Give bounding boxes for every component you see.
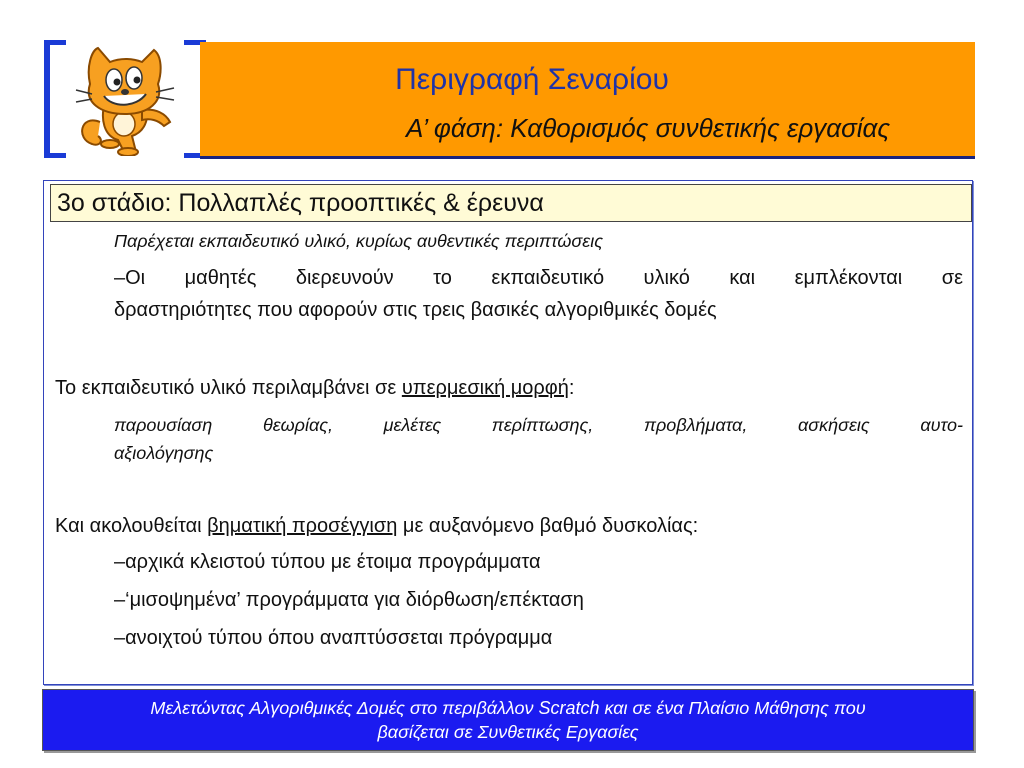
students-line-2: δραστηριότητες που αφορούν στις τρεις βασικές αλγοριθμικές δομές bbox=[114, 299, 717, 321]
footer-line-2: βασίζεται σε Συνθετικές Εργασίες bbox=[377, 722, 639, 742]
scratch-cat-logo-icon bbox=[70, 44, 180, 156]
stepwise-approach-text: βηματική προσέγγιση bbox=[207, 515, 398, 537]
material-list-line-2: αξιολόγησης bbox=[114, 443, 214, 463]
slide-title: Περιγραφή Σεναρίου bbox=[395, 63, 669, 96]
content-panel bbox=[43, 180, 973, 685]
slide-subtitle: Α’ φάση: Καθορισμός συνθετικής εργασίας bbox=[405, 113, 890, 143]
footer-line-1: Μελετώντας Αλγοριθμικές Δομές στο περιβάλλον Scratch και σε ένα Πλαίσιο Μάθησης που bbox=[150, 698, 866, 718]
hypermedia-text: υπερμεσική μορφή bbox=[401, 377, 569, 399]
step-item-closed: –αρχικά κλειστού τύπου με έτοιμα προγράμματα bbox=[114, 551, 541, 573]
slide-footer bbox=[42, 689, 974, 751]
approach-prefix: Και ακολουθείται bbox=[55, 515, 208, 537]
students-line-1: –Οι μαθητές διερευνούν το εκπαιδευτικό υλικό και εμπλέκονται σε bbox=[114, 267, 963, 289]
slide-header bbox=[200, 42, 975, 159]
left-bracket bbox=[44, 40, 66, 158]
approach-suffix: με αυξανόμενο βαθμό δυσκολίας: bbox=[397, 515, 699, 537]
material-prefix: Το εκπαιδευτικό υλικό περιλαμβάνει σε bbox=[55, 377, 402, 399]
step-item-open: –ανοιχτού τύπου όπου αναπτύσσεται πρόγραμμα bbox=[114, 627, 553, 649]
scratch-logo bbox=[40, 40, 210, 160]
stage-heading: 3ο στάδιο: Πολλαπλές προοπτικές & έρευνα bbox=[50, 184, 972, 222]
materials-note: Παρέχεται εκπαιδευτικό υλικό, κυρίως αυθεντικές περιπτώσεις bbox=[114, 231, 603, 251]
material-paragraph bbox=[55, 377, 574, 400]
material-list-line-1: παρουσίαση θεωρίας, μελέτες περίπτωσης, προβλήματα, ασκήσεις αυτο- bbox=[114, 415, 963, 435]
approach-paragraph bbox=[55, 515, 698, 538]
step-item-half-baked: –‘μισοψημένα’ προγράμματα για διόρθωση/επέκταση bbox=[114, 589, 584, 611]
material-suffix: : bbox=[568, 377, 575, 399]
